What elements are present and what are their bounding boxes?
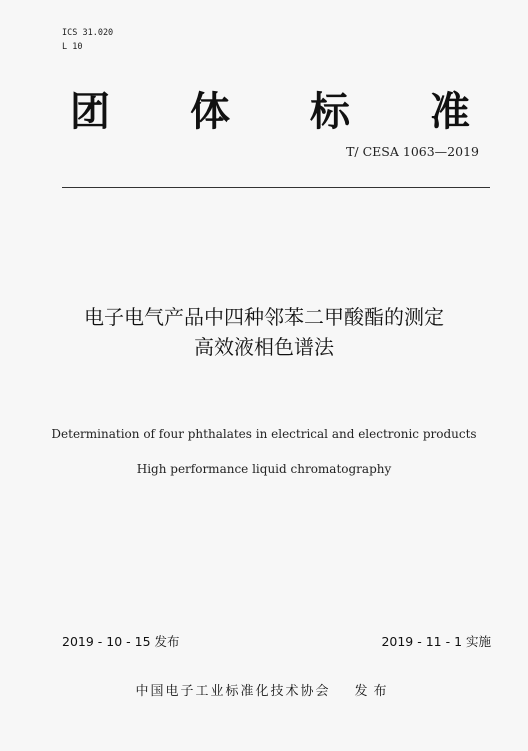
implementation-date: 2019 - 11 - 1 实施	[381, 634, 491, 649]
ics-code: ICS 31.020	[62, 28, 114, 38]
standard-type-char: 体	[190, 89, 230, 135]
standard-type-char: 标	[310, 89, 350, 135]
standard-type-heading	[70, 80, 470, 137]
chinese-title-line-1: 电子电气产品中四种邻苯二甲酸酯的测定	[84, 305, 444, 329]
chinese-title-line-2: 高效液相色谱法	[194, 335, 334, 359]
classification-codes	[62, 26, 113, 54]
ccs-code: L 10	[62, 42, 83, 52]
standard-number: T/ CESA 1063—2019	[346, 144, 479, 159]
chinese-title	[0, 302, 528, 362]
standard-type-char: 准	[430, 89, 470, 135]
publisher-line	[0, 680, 528, 699]
publisher-organization: 中国电子工业标准化技术协会	[135, 684, 331, 699]
publish-date: 2019 - 10 - 15 发布	[62, 634, 180, 649]
publisher-action: 发布	[354, 684, 393, 699]
english-title-line-1: Determination of four phthalates in electrical and electronic products	[51, 427, 477, 441]
standard-type-char: 团	[70, 89, 110, 135]
divider-line	[62, 187, 490, 188]
english-title-line-2: High performance liquid chromatography	[136, 462, 392, 476]
